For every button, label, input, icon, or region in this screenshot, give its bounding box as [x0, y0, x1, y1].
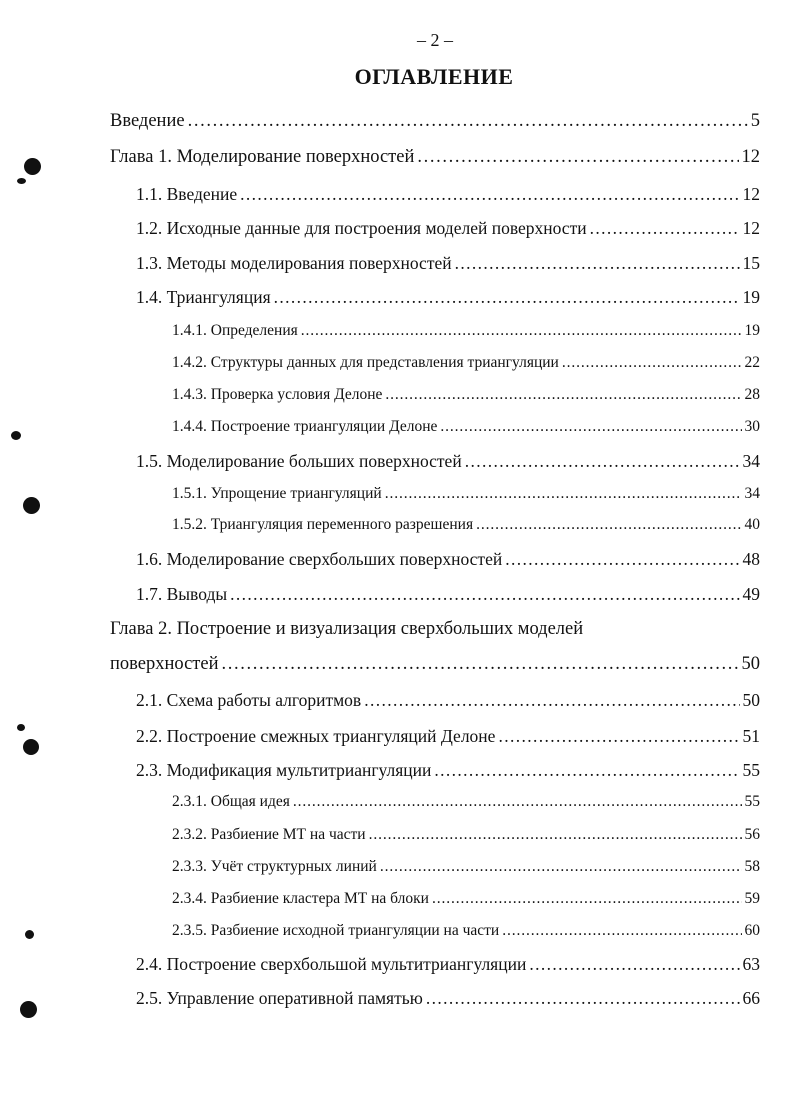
toc-entry[interactable] [110, 654, 760, 675]
toc-entry-label: 1.7. Выводы [136, 584, 228, 604]
toc-entry[interactable] [172, 826, 760, 844]
toc-entry-page: 40 [744, 516, 760, 533]
toc-entry[interactable] [136, 287, 760, 308]
toc-entry-page: 59 [744, 890, 760, 907]
binder-hole-mark [23, 497, 40, 514]
toc-entry-page: 51 [742, 726, 760, 746]
toc-entry-page: 19 [744, 322, 760, 339]
toc-entry[interactable] [110, 147, 760, 168]
toc-leader-dots [498, 726, 739, 747]
toc-entry-page: 19 [742, 287, 760, 307]
toc-entry-page: 50 [742, 690, 760, 710]
toc-leader-dots [380, 858, 742, 876]
toc-entry-label: 1.4.4. Построение триангуляции Делоне [172, 418, 438, 435]
toc-entry-label: 2.3.2. Разбиение МТ на части [172, 826, 366, 843]
toc-entry-label: 2.2. Построение смежных триангуляций Делоне [136, 726, 496, 746]
binder-hole-mark [23, 739, 39, 755]
toc-entry-label: Введение [110, 111, 185, 131]
ink-speck-mark [25, 930, 34, 939]
ink-speck-mark [11, 431, 21, 440]
toc-entry-label: 2.1. Схема работы алгоритмов [136, 690, 362, 710]
toc-entry-page: 5 [750, 111, 760, 131]
toc-entry-page: 55 [744, 793, 760, 810]
toc-entry[interactable] [172, 890, 760, 908]
toc-entry-page: 60 [744, 922, 760, 939]
toc-leader-dots [230, 584, 739, 605]
toc-entry-label: 1.2. Исходные данные для построения моделей поверхности [136, 218, 587, 238]
toc-entry[interactable] [172, 793, 760, 811]
toc-leader-dots [590, 218, 740, 239]
toc-leader-dots [505, 549, 739, 570]
toc-entry-label: 1.3. Методы моделирования поверхностей [136, 253, 452, 273]
toc-entry[interactable] [110, 111, 760, 132]
toc-leader-dots [476, 516, 741, 534]
toc-leader-dots [385, 386, 741, 404]
toc-entry-label: 2.5. Управление оперативной памятью [136, 988, 423, 1008]
toc-entry-label: 1.4.3. Проверка условия Делоне [172, 386, 383, 403]
toc-entry-label: 1.6. Моделирование сверхбольших поверхностей [136, 549, 503, 569]
toc-entry-label: 2.3.5. Разбиение исходной триангуляции на части [172, 922, 500, 939]
toc-entry[interactable] [172, 516, 760, 534]
toc-entry-page: 15 [742, 253, 760, 273]
toc-entry-label: 2.3.3. Учёт структурных линий [172, 858, 377, 875]
ink-speck-mark [17, 178, 26, 184]
toc-entry[interactable] [136, 726, 760, 747]
toc-entry-label: 1.4.1. Определения [172, 322, 298, 339]
toc-entry[interactable] [136, 760, 760, 781]
toc-entry[interactable] [136, 584, 760, 605]
toc-leader-dots [293, 793, 742, 811]
binder-hole-mark [20, 1001, 37, 1018]
toc-leader-dots [426, 988, 740, 1009]
toc-entry[interactable] [136, 954, 760, 975]
toc-entry[interactable] [172, 858, 760, 876]
toc-entry[interactable] [136, 690, 760, 711]
toc-leader-dots [529, 954, 739, 975]
toc-entry-page: 22 [744, 354, 760, 371]
toc-entry-page: 58 [744, 858, 760, 875]
toc-leader-dots [369, 826, 742, 844]
toc-entry-page: 28 [744, 386, 760, 403]
toc-entry-label: 1.4. Триангуляция [136, 287, 271, 307]
toc-entry-page: 34 [744, 485, 760, 502]
toc-entry-label: 1.5.2. Триангуляция переменного разрешения [172, 516, 474, 533]
toc-entry-label: 2.4. Построение сверхбольшой мультитриангуляции [136, 954, 527, 974]
toc-entry[interactable] [172, 322, 760, 340]
binder-hole-mark [24, 158, 41, 175]
toc-entry-page: 50 [741, 654, 760, 674]
toc-entry[interactable] [136, 988, 760, 1009]
toc-leader-dots [222, 654, 739, 675]
toc-leader-dots [417, 147, 738, 168]
toc-leader-dots [440, 418, 741, 436]
toc-entry[interactable] [172, 386, 760, 404]
toc-entry-label: 2.3.4. Разбиение кластера МТ на блоки [172, 890, 429, 907]
toc-leader-dots [385, 485, 742, 503]
toc-leader-dots [301, 322, 742, 340]
toc-entry[interactable] [136, 451, 760, 472]
toc-entry[interactable] [172, 922, 760, 940]
toc-entry[interactable] [136, 184, 760, 205]
toc-entry[interactable] [172, 418, 760, 436]
toc-entry-page: 66 [742, 988, 760, 1008]
toc-leader-dots [562, 354, 742, 372]
toc-entry-label: 1.1. Введение [136, 184, 238, 204]
toc-leader-dots [188, 111, 748, 132]
toc-leader-dots [274, 287, 740, 308]
toc-leader-dots [434, 760, 739, 781]
toc-entry[interactable] [172, 354, 760, 372]
toc-leader-dots [465, 451, 740, 472]
toc-entry-label: 2.3. Модификация мультитриангуляции [136, 760, 432, 780]
toc-entry-label: 1.4.2. Структуры данных для представления триангуляции [172, 354, 559, 371]
toc-entry-heading-line[interactable]: Глава 2. Построение и визуализация сверхбольших моделей [110, 619, 584, 639]
toc-entry-label: поверхностей [110, 654, 219, 674]
toc-entry[interactable] [172, 485, 760, 503]
toc-entry-label: Глава 1. Моделирование поверхностей [110, 147, 415, 167]
toc-entry-page: 48 [742, 549, 760, 569]
toc-leader-dots [432, 890, 742, 908]
toc-entry-label: 2.3.1. Общая идея [172, 793, 290, 810]
toc-entry-page: 34 [742, 451, 760, 471]
page-title: ОГЛАВЛЕНИЕ [354, 64, 514, 89]
toc-leader-dots [455, 253, 740, 274]
toc-entry[interactable] [136, 549, 760, 570]
toc-entry-page: 49 [742, 584, 760, 604]
toc-entry[interactable] [136, 218, 760, 239]
toc-entry-page: 56 [744, 826, 760, 843]
toc-entry-page: 55 [742, 760, 760, 780]
toc-leader-dots [240, 184, 739, 205]
toc-leader-dots [502, 922, 741, 940]
toc-entry-label: 1.5. Моделирование больших поверхностей [136, 451, 462, 471]
ink-speck-mark [17, 724, 25, 731]
page-number: – 2 – [417, 30, 453, 50]
toc-entry-label: 1.5.1. Упрощение триангуляций [172, 485, 382, 502]
toc-entry[interactable] [136, 253, 760, 274]
toc-entry-page: 30 [744, 418, 760, 435]
toc-entry-page: 12 [742, 218, 760, 238]
toc-entry-page: 12 [741, 147, 760, 167]
toc-entry-page: 63 [742, 954, 760, 974]
toc-leader-dots [364, 690, 739, 711]
toc-entry-page: 12 [742, 184, 760, 204]
